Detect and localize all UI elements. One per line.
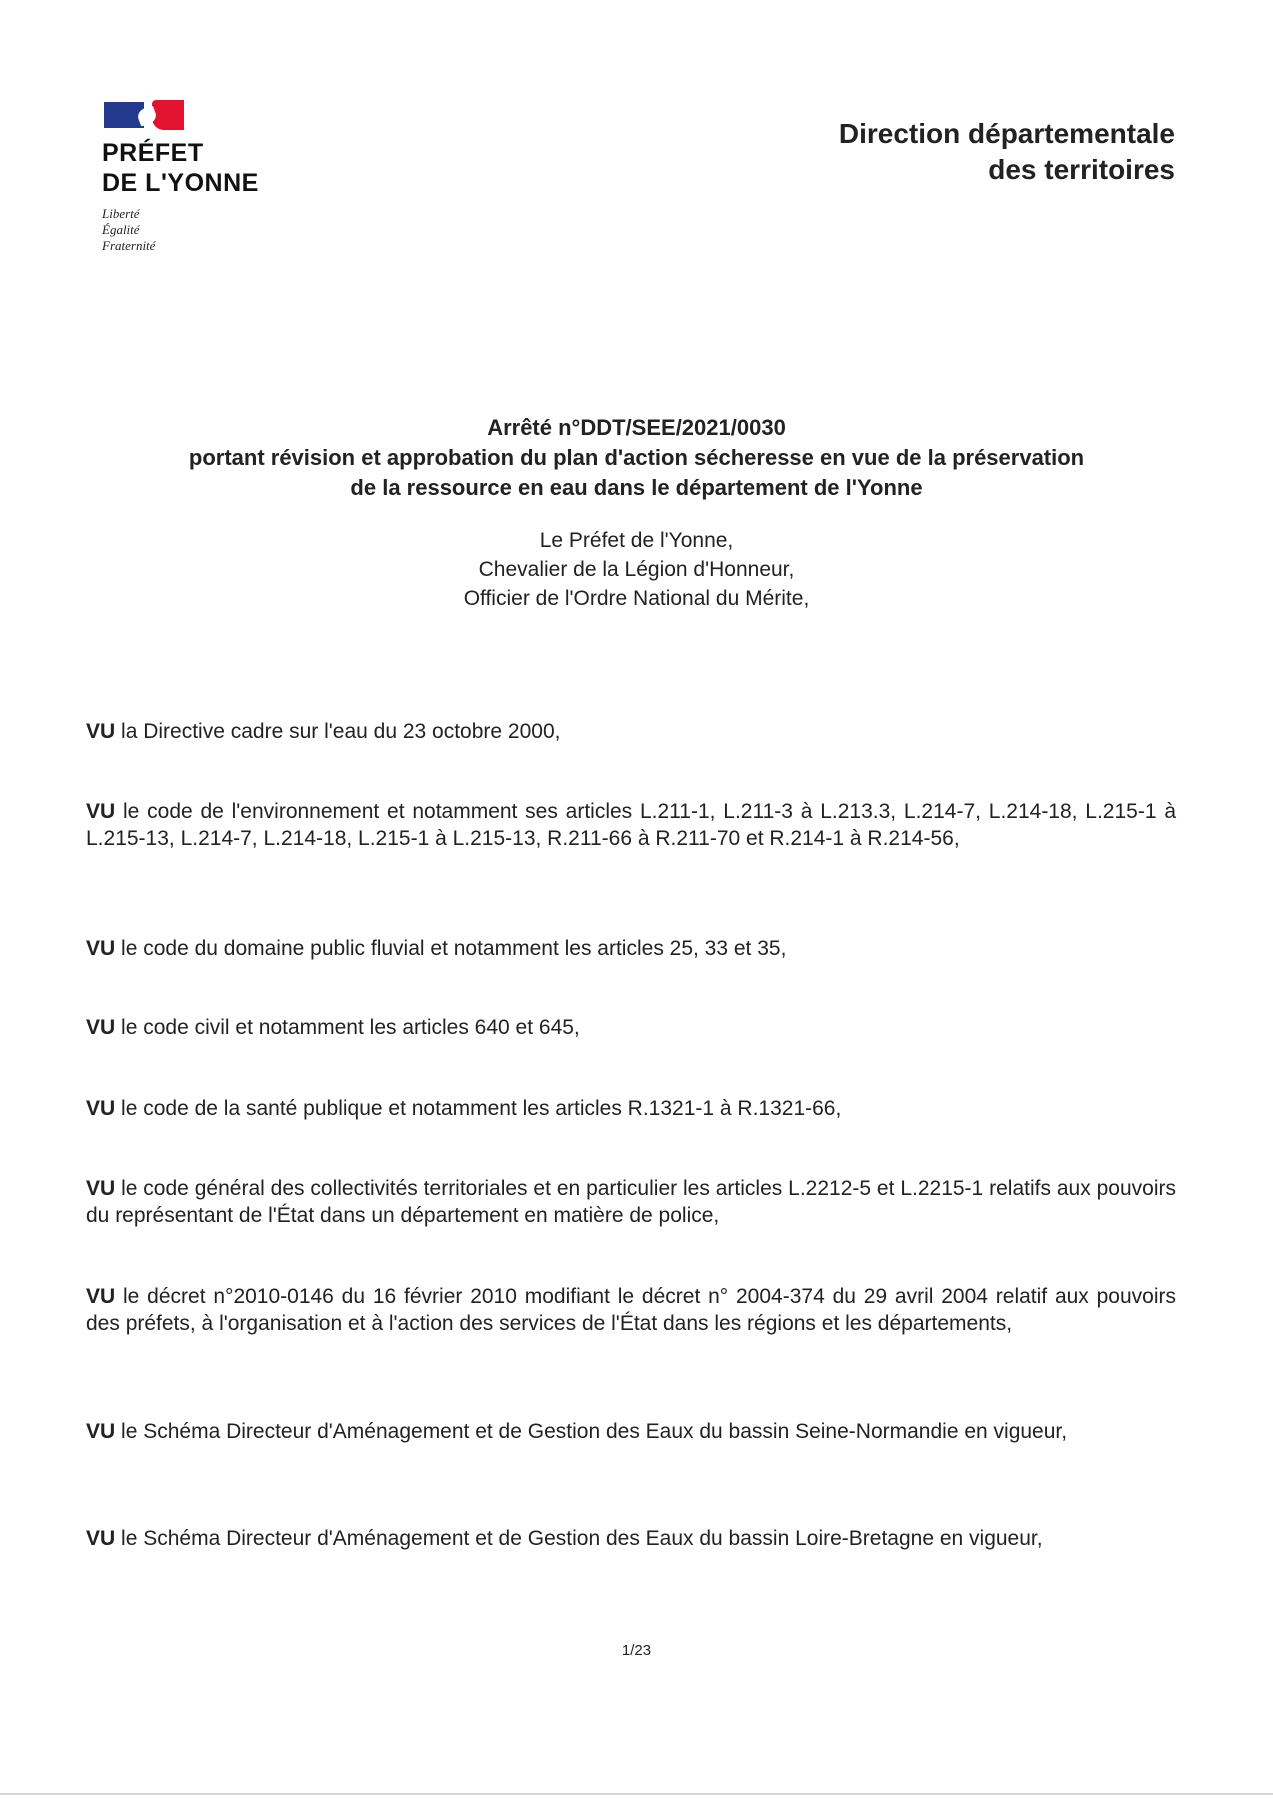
logo-title	[102, 138, 322, 198]
direction-header	[839, 116, 1175, 188]
vu-keyword: VU	[86, 1420, 116, 1443]
decree-number: Arrêté n°DDT/SEE/2021/0030	[487, 415, 786, 440]
vu-clause	[86, 798, 1176, 852]
vu-text: le code civil et notamment les articles 640 et 645,	[121, 1016, 580, 1039]
prefet-line-3: Officier de l'Ordre National du Mérite,	[463, 587, 810, 610]
vu-clause	[86, 935, 1176, 962]
vu-text: le code du domaine public fluvial et notamment les articles 25, 33 et 35,	[121, 937, 787, 960]
republic-motto	[102, 206, 322, 254]
motto-line: Égalité	[102, 222, 140, 237]
motto-line: Fraternité	[102, 238, 156, 253]
vu-keyword: VU	[86, 937, 116, 960]
decree-subject-line-2: de la ressource en eau dans le département de l'Yonne	[350, 475, 923, 500]
prefet-line-2: Chevalier de la Légion d'Honneur,	[478, 558, 795, 581]
logo-line-1: PRÉFET	[102, 139, 204, 167]
prefet-titles	[100, 526, 1173, 613]
vu-keyword: VU	[86, 1016, 116, 1039]
vu-clause	[86, 1525, 1176, 1552]
vu-text: le code général des collectivités territoriales et en particulier les articles L.2212-5 et L.2215-1 relatifs aux pouvoirs du représentant de l'État dans un département en matière de police,	[86, 1177, 1176, 1227]
direction-line-1: Direction départementale	[838, 118, 1175, 149]
vu-text: le décret n°2010-0146 du 16 février 2010 modifiant le décret n° 2004-374 du 29 avril 2004 relatif aux pouvoirs des préfets, à l'organisation et à l'action des services de l'État dans les régions et les départements,	[86, 1285, 1176, 1335]
decree-title	[100, 413, 1173, 503]
vu-text: la Directive cadre sur l'eau du 23 octobre 2000,	[121, 720, 561, 743]
vu-text: le code de l'environnement et notamment ses articles L.211-1, L.211-3 à L.213.3, L.214-7, L.214-18, L.215-1 à L.215-13, L.214-7, L.214-18, L.215-1 à L.215-13, R.211-66 à R.211-70 et R.214-1 à R.214-56,	[86, 800, 1176, 850]
decree-subject-line-1: portant révision et approbation du plan d'action sécheresse en vue de la préservation	[188, 445, 1085, 470]
marianne-flag-icon	[102, 100, 184, 130]
prefecture-logo	[102, 100, 322, 254]
vu-keyword: VU	[86, 1097, 116, 1120]
vu-text: le Schéma Directeur d'Aménagement et de Gestion des Eaux du bassin Loire-Bretagne en vigueur,	[121, 1527, 1043, 1550]
scan-edge-divider	[0, 1793, 1273, 1795]
vu-clause	[86, 1418, 1176, 1445]
vu-clause	[86, 1175, 1176, 1229]
direction-line-2: des territoires	[988, 154, 1175, 185]
vu-keyword: VU	[86, 1527, 116, 1550]
vu-text: le code de la santé publique et notamment les articles R.1321-1 à R.1321-66,	[121, 1097, 842, 1120]
vu-clause	[86, 1095, 1176, 1122]
vu-clause	[86, 718, 1176, 745]
vu-text: le Schéma Directeur d'Aménagement et de Gestion des Eaux du bassin Seine-Normandie en vigueur,	[121, 1420, 1068, 1443]
page-number: 1/23	[621, 1642, 652, 1659]
vu-clause	[86, 1014, 1176, 1041]
logo-line-2: DE L'YONNE	[102, 169, 259, 197]
vu-keyword: VU	[86, 720, 116, 743]
vu-clause	[86, 1283, 1176, 1337]
prefet-line-1: Le Préfet de l'Yonne,	[539, 529, 734, 552]
vu-keyword: VU	[86, 1177, 116, 1200]
vu-keyword: VU	[86, 1285, 116, 1308]
motto-line: Liberté	[102, 206, 140, 221]
vu-keyword: VU	[86, 800, 116, 823]
